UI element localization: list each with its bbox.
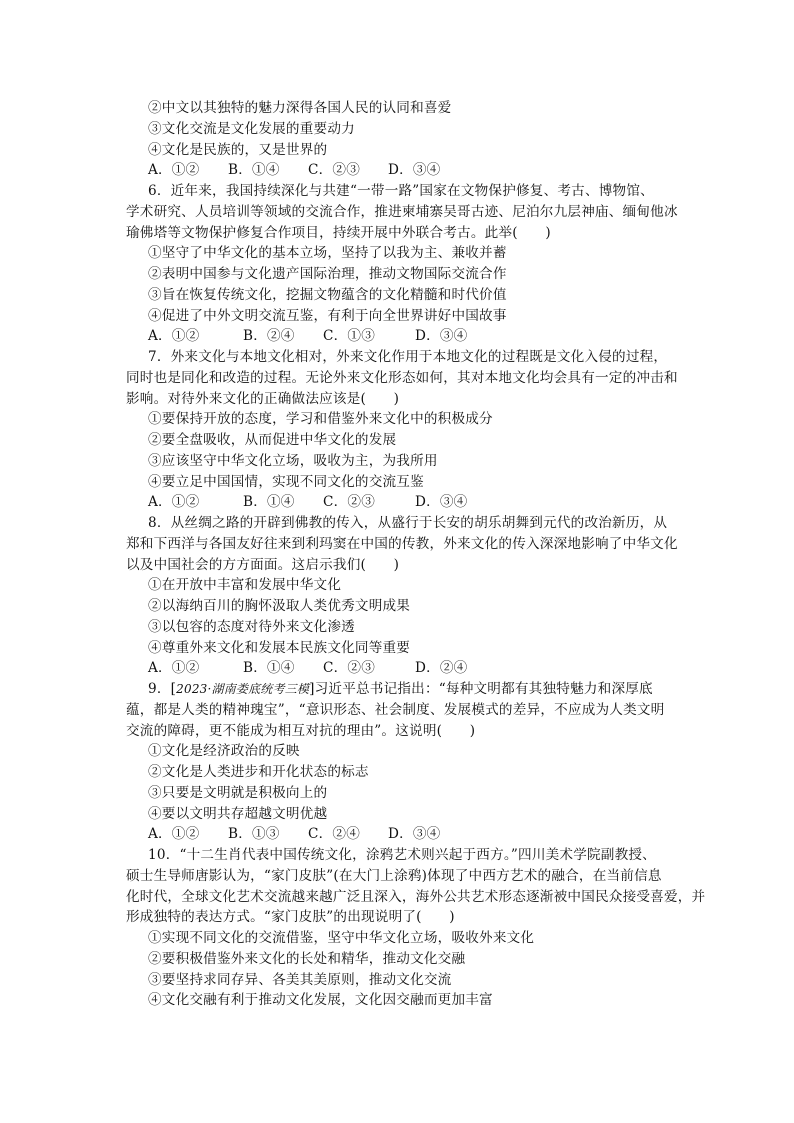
q10-item-3: ③要坚持求同存异、各美其美原则，推动文化交流 [148, 972, 452, 988]
q8-item-2: ②以海纳百川的胸怀汲取人类优秀文明成果 [148, 598, 411, 614]
q9-choice-c: C．②④ [308, 826, 360, 842]
q9-item-2: ②文化是人类进步和开化状态的标志 [148, 764, 369, 780]
q10-stem-line-4: 形成独特的表达方式。“家门皮肤”的出现说明了( ) [126, 909, 455, 925]
q9-item-1: ①文化是经济政治的反映 [148, 743, 300, 759]
q5-choice-c: C．②③ [308, 162, 360, 178]
q6-choice-b: B．②④ [243, 328, 295, 344]
q8-item-4: ④尊重外来文化和发展本民族文化同等重要 [148, 640, 411, 656]
q6-choice-a: A．①② [148, 328, 200, 344]
q9-source: 2023·湖南娄底统考三模 [176, 682, 310, 696]
q6-choices [148, 326, 680, 347]
q6-item-2: ②表明中国参与文化遗产国际治理，推动文物国际交流合作 [148, 266, 507, 282]
q9-number: 9．[ [148, 681, 177, 697]
q6-stem-line-2: 学术研究、人员培训等领域的交流合作，推进柬埔寨吴哥古迹、尼泊尔九层神庙、缅甸他冰 [126, 204, 678, 220]
q6-stem-line-1: 6．近年来，我国持续深化与共建“一带一路”国家在文物保护修复、考古、博物馆、 [148, 183, 654, 199]
q7-choice-a: A．①② [148, 494, 200, 510]
q10-item-2: ②要积极借鉴外来文化的长处和精华，推动文化交融 [148, 951, 466, 967]
q7-item-1: ①要保持开放的态度，学习和借鉴外来文化中的积极成分 [148, 411, 493, 427]
q5-item-3: ③文化交流是文化发展的重要动力 [148, 121, 355, 137]
q7-stem-line-3: 影响。对待外来文化的正确做法应该是( ) [126, 391, 400, 407]
q8-stem-line-2: 郑和下西洋与各国友好往来到利玛窦在中国的传教，外来文化的传入深深地影响了中华文化 [126, 536, 678, 552]
q7-choice-b: B．①④ [243, 494, 295, 510]
q9-choice-d: D．③④ [388, 826, 441, 842]
q7-item-3: ③应该坚守中华文化立场，吸收为主，为我所用 [148, 453, 438, 469]
q8-stem-line-3: 以及中国社会的方方面面。这启示我们( ) [126, 557, 400, 573]
q6-stem-line-3: 瑜佛塔等文物保护修复合作项目，持续开展中外联合考古。此举( ) [126, 225, 551, 241]
q10-stem-line-2: 硕士生导师唐影认为，“家门皮肤”(在大门上涂鸦)体现了中西方艺术的融合，在当前信息 [126, 868, 662, 884]
q8-item-1: ①在开放中丰富和发展中华文化 [148, 577, 342, 593]
q5-choices [148, 160, 680, 181]
q6-item-3: ③旨在恢复传统文化，挖掘文物蕴含的文化精髓和时代价值 [148, 287, 507, 303]
q8-stem-line-1: 8．从丝绸之路的开辟到佛教的传入，从盛行于长安的胡乐胡舞到元代的改治新历，从 [148, 515, 668, 531]
q10-stem-line-1: 10．“十二生肖代表中国传统文化，涂鸦艺术则兴起于西方。”四川美术学院副教授、 [148, 847, 656, 863]
q9-item-4: ④要以文明共存超越文明优越 [148, 806, 328, 822]
q6-choice-c: C．①③ [323, 328, 375, 344]
q8-choice-b: B．①④ [243, 660, 295, 676]
q5-item-4: ④文化是民族的，又是世界的 [148, 142, 328, 158]
q9-choice-b: B．①③ [228, 826, 280, 842]
q9-item-3: ③只要是文明就是积极向上的 [148, 785, 328, 801]
q8-choices [148, 658, 680, 679]
q7-choices [148, 492, 680, 513]
q10-item-1: ①实现不同文化的交流借鉴，坚守中华文化立场，吸收外来文化 [148, 930, 535, 946]
q7-stem-line-2: 同时也是同化和改造的过程。无论外来文化形态如何，其对本地文化均会具有一定的冲击和 [126, 370, 678, 386]
q5-choice-b: B．①④ [228, 162, 280, 178]
q5-choice-d: D．③④ [388, 162, 441, 178]
q8-choice-c: C．②③ [323, 660, 375, 676]
q6-item-1: ①坚守了中华文化的基本立场，坚持了以我为主、兼收并蓄 [148, 245, 507, 261]
q5-item-2: ②中文以其独特的魅力深得各国人民的认同和喜爱 [148, 100, 452, 116]
q7-choice-d: D．③④ [415, 494, 468, 510]
q6-item-4: ④促进了中外文明交流互鉴，有利于向全世界讲好中国故事 [148, 308, 507, 324]
q9-stem-line-1 [148, 679, 708, 700]
q7-item-2: ②要全盘吸收，从而促进中华文化的发展 [148, 432, 397, 448]
q5-choice-a: A．①② [148, 162, 200, 178]
q9-stem-line-2: 蕴，都是人类的精神瑰宝”，“意识形态、社会制度、发展模式的差异，不应成为人类文明 [126, 702, 665, 718]
q8-choice-a: A．①② [148, 660, 200, 676]
q9-stem-line-3: 交流的障碍，更不能成为相互对抗的理由”。这说明( ) [126, 723, 476, 739]
q7-choice-c: C．②③ [323, 494, 375, 510]
q10-stem-line-3: 化时代，全球文化艺术交流越来越广泛且深入，海外公共艺术形态逐渐被中国民众接受喜爱，并 [126, 889, 706, 905]
q10-item-4: ④文化交融有利于推动文化发展，文化因交融而更加丰富 [148, 992, 493, 1008]
q9-choice-a: A．①② [148, 826, 200, 842]
q8-item-3: ③以包容的态度对待外来文化渗透 [148, 619, 355, 635]
q8-choice-d: D．②④ [415, 660, 468, 676]
q9-choices [148, 824, 680, 845]
q6-choice-d: D．③④ [415, 328, 468, 344]
q7-item-4: ④要立足中国国情，实现不同文化的交流互鉴 [148, 474, 424, 490]
q9-stem-first-rest: ]习近平总书记指出：“每种文明都有其独特魅力和深厚底 [309, 681, 653, 697]
q7-stem-line-1: 7．外来文化与本地文化相对，外来文化作用于本地文化的过程既是文化入侵的过程， [148, 349, 668, 365]
